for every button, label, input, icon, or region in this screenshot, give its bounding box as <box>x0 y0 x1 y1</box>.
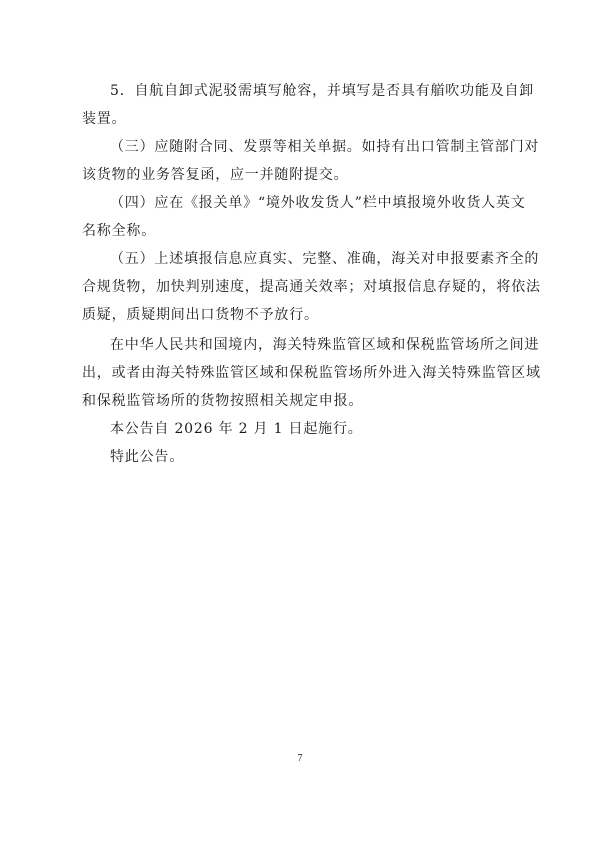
paragraph-section-five <box>82 245 541 329</box>
text-line: 该货物的业务答复函，应一并随附提交。 <box>82 167 349 183</box>
paragraph-closing <box>82 443 518 471</box>
text-line: 装置。 <box>82 111 127 127</box>
text-line: 在中华人民共和国境内，海关特殊监管区域和保税监管场所之间进 <box>110 337 540 353</box>
text-line: 本公告自 2026 年 2 月 1 日起施行。 <box>110 421 363 437</box>
paragraph-special-supervision-areas <box>82 331 541 415</box>
paragraph-section-four <box>82 189 526 245</box>
text-line: （五）上述填报信息应真实、完整、准确，海关对申报要素齐全的 <box>110 251 540 267</box>
page-number: 7 <box>297 753 303 764</box>
text-line: 特此公告。 <box>110 449 184 465</box>
paragraph-effective-date <box>82 415 518 443</box>
text-line: （三）应随附合同、发票等相关单据。如持有出口管制主管部门对 <box>110 139 540 155</box>
text-line: 名称全称。 <box>82 223 156 239</box>
text-line: 和保税监管场所的货物按照相关规定申报。 <box>82 393 364 409</box>
text-line: 5．自航自卸式泥驳需填写舱容，并填写是否具有艏吹功能及自卸 <box>110 83 535 99</box>
paragraph-self-propelled-hopper-barge <box>82 77 535 133</box>
text-line: 合规货物，加快判别速度，提高通关效率；对填报信息存疑的，将依法 <box>82 279 541 295</box>
paragraph-section-three <box>82 133 540 189</box>
text-line: （四）应在《报关单》“境外收发货人”栏中填报境外收货人英文 <box>110 195 526 211</box>
text-line: 质疑，质疑期间出口货物不予放行。 <box>82 307 319 323</box>
text-line: 出，或者由海关特殊监管区域和保税监管场所外进入海关特殊监管区域 <box>82 365 541 381</box>
